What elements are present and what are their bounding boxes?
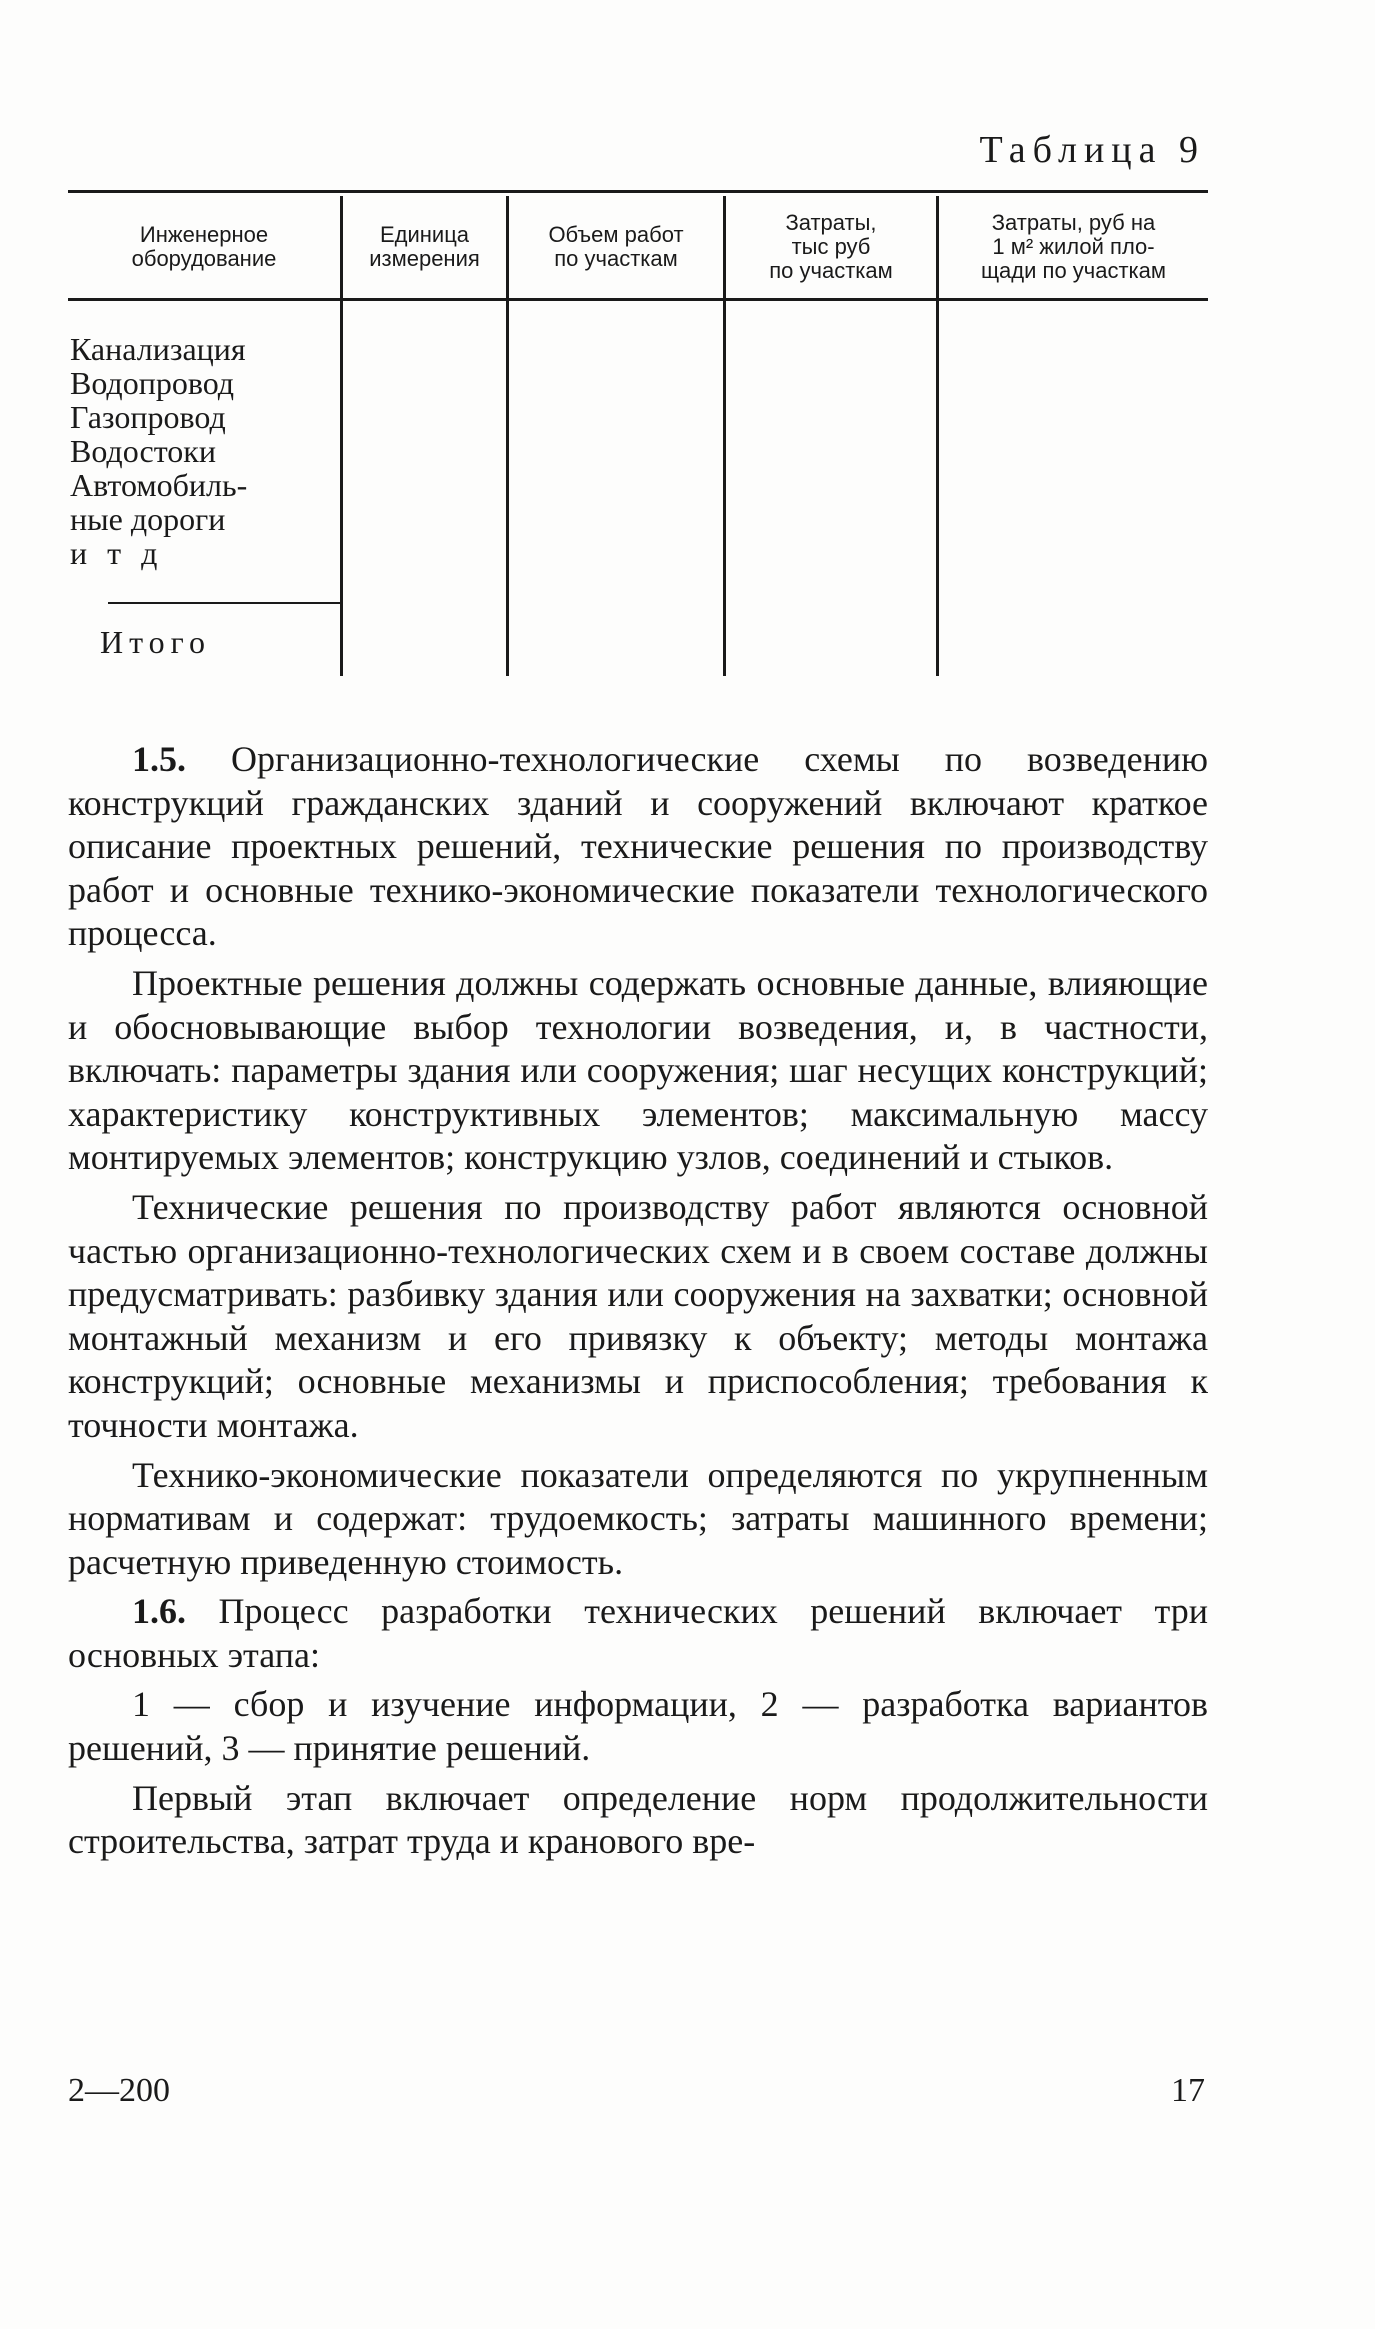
paragraph: Технико-экономические показатели определяются по укрупненным нормативам и содержат: трудоемкость; затраты машинного времени; расчетную приведенную стоимость. (68, 1454, 1208, 1582)
page-number: 17 (1171, 2072, 1205, 2109)
header-volume: Объем работ по участкам (548, 222, 684, 271)
section-number: 1.6. (132, 1591, 186, 1632)
table-top-rule (68, 190, 1208, 193)
table-row: ные дороги (70, 501, 226, 537)
table-header-rule (68, 298, 1208, 301)
table-row: Автомобиль- (70, 467, 248, 503)
header-cost-thousands: Затраты, тыс руб по участкам (769, 210, 893, 283)
paragraph-1-5 (68, 738, 1208, 956)
section-number: 1.5. (132, 739, 186, 779)
printer-signature: 2—200 (68, 2072, 170, 2109)
table-row: и т д (70, 535, 164, 571)
paragraph-1-6 (68, 1590, 1208, 1677)
table-row: Водостоки (70, 433, 216, 469)
table-total-rule (108, 602, 340, 604)
table-row: Газопровод (70, 399, 226, 435)
table-row: Канализация (70, 331, 246, 367)
paragraph: Технические решения по производству работ являются основной частью организационно-технологических схем и в своем составе должны предусматривать: разбивку здания или сооружения на захватки; основной монтажный механизм и его привязку к объекту; методы монтажа конструкций; основные механизмы и приспособления; требования к точности монтажа. (68, 1186, 1208, 1445)
header-equipment: Инженерное оборудование (131, 222, 277, 271)
paragraph: 1 — сбор и изучение информации, 2 — разработка вариантов решений, 3 — принятие решений. (68, 1684, 1208, 1769)
equipment-list (70, 332, 338, 570)
paragraph-text: Организационно-технологические схемы по возведению конструкций гражданских зданий и сооружений включают краткое описание проектных решений, технические решения по производству работ и основные технико-экономические показатели технологического процесса. (68, 739, 1209, 954)
body-text (68, 738, 1208, 1870)
table-row: Водопровод (70, 365, 235, 401)
paragraph: Первый этап включает определение норм продолжительности строительства, затрат труда и кранового вре- (68, 1777, 1208, 1862)
paragraph-text: Процесс разработки технических решений включает три основных этапа: (68, 1591, 1208, 1675)
table-total-label: Итого (100, 624, 211, 660)
header-unit: Единица измерения (369, 222, 480, 271)
header-cost-per-m2: Затраты, руб на 1 м² жилой пло- щади по участкам (980, 210, 1167, 283)
table-caption: Таблица 9 (979, 129, 1205, 171)
cost-table (68, 190, 1208, 680)
paragraph: Проектные решения должны содержать основные данные, влияющие и обосновывающие выбор технологии возведения, и, в частности, включать: параметры здания или сооружения; шаг несущих конструкций; характеристику конструктивных элементов; максимальную массу монтируемых элементов; конструкцию узлов, соединений и стыков. (68, 962, 1208, 1178)
